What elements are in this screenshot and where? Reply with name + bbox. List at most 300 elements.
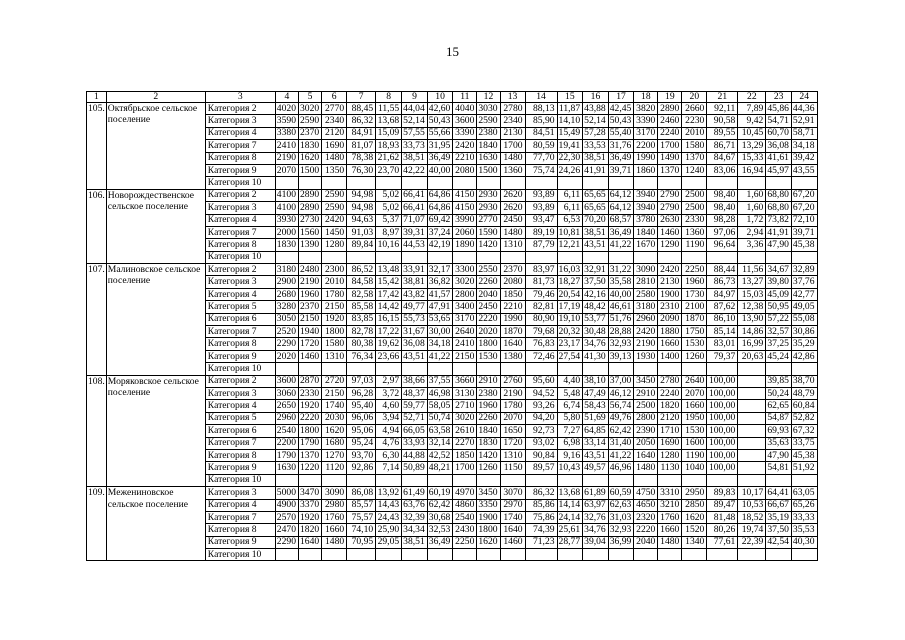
value-cell: 2,94 <box>738 226 766 238</box>
value-cell: 3370 <box>298 499 321 511</box>
value-cell: 2680 <box>275 288 298 300</box>
value-cell: 75,74 <box>525 164 557 176</box>
table-row <box>87 103 818 115</box>
header-cell: 11 <box>453 92 477 103</box>
value-cell: 3070 <box>500 487 525 499</box>
value-cell <box>766 251 792 263</box>
value-cell: 79,46 <box>525 288 557 300</box>
value-cell: 93,02 <box>525 437 557 449</box>
value-cell: 33,33 <box>791 511 817 523</box>
value-cell: 1370 <box>682 152 707 164</box>
value-cell: 1800 <box>477 524 500 536</box>
value-cell: 1560 <box>298 226 321 238</box>
value-cell: 87,79 <box>525 239 557 251</box>
value-cell: 13,68 <box>376 115 402 127</box>
value-cell: 80,38 <box>347 338 376 350</box>
value-cell: 1780 <box>500 400 525 412</box>
value-cell: 3180 <box>634 301 658 313</box>
value-cell: 73,82 <box>766 214 792 226</box>
value-cell: 60,84 <box>791 400 817 412</box>
value-cell: 49,57 <box>583 462 609 474</box>
value-cell <box>738 363 766 375</box>
value-cell: 2930 <box>477 189 500 201</box>
value-cell: 23,66 <box>376 350 402 362</box>
header-cell: 10 <box>427 92 453 103</box>
value-cell: 8,97 <box>376 226 402 238</box>
value-cell <box>402 549 428 561</box>
value-cell: 3660 <box>453 375 477 387</box>
value-cell: 88,13 <box>525 103 557 115</box>
value-cell: 39,85 <box>766 375 792 387</box>
value-cell: 3450 <box>634 375 658 387</box>
value-cell <box>275 474 298 486</box>
value-cell <box>298 474 321 486</box>
value-cell: 2890 <box>298 202 321 214</box>
value-cell: 1820 <box>658 400 682 412</box>
value-cell: 10,81 <box>557 226 583 238</box>
value-cell: 2090 <box>658 313 682 325</box>
value-cell: 20,63 <box>738 350 766 362</box>
value-cell: 54,71 <box>766 115 792 127</box>
value-cell: 64,86 <box>427 189 453 201</box>
value-cell: 16,99 <box>738 338 766 350</box>
header-cell: 17 <box>608 92 634 103</box>
value-cell: 75,57 <box>347 511 376 523</box>
value-cell: 1860 <box>634 164 658 176</box>
value-cell: 22,30 <box>557 152 583 164</box>
value-cell: 83,85 <box>347 313 376 325</box>
value-cell: 37,50 <box>766 524 792 536</box>
value-cell: 4150 <box>453 202 477 214</box>
value-cell <box>427 177 453 189</box>
value-cell: 18,52 <box>738 511 766 523</box>
value-cell: 2970 <box>500 499 525 511</box>
value-cell: 1480 <box>658 536 682 548</box>
value-cell: 46,98 <box>427 387 453 399</box>
value-cell: 77,70 <box>525 152 557 164</box>
value-cell: 82,58 <box>347 288 376 300</box>
value-cell: 68,80 <box>766 189 792 201</box>
value-cell: 49,05 <box>791 301 817 313</box>
value-cell <box>707 177 738 189</box>
value-cell: 41,61 <box>766 152 792 164</box>
value-cell: 1630 <box>275 462 298 474</box>
value-cell: 1260 <box>477 462 500 474</box>
value-cell: 45,09 <box>766 288 792 300</box>
value-cell: 47,90 <box>766 239 792 251</box>
value-cell: 10,45 <box>738 127 766 139</box>
value-cell <box>583 474 609 486</box>
value-cell: 89,19 <box>525 226 557 238</box>
value-cell: 11,87 <box>557 103 583 115</box>
category-cell: Категория 7 <box>205 511 275 523</box>
value-cell: 1600 <box>682 437 707 449</box>
value-cell: 1450 <box>322 226 347 238</box>
value-cell: 1500 <box>477 164 500 176</box>
value-cell: 1800 <box>477 338 500 350</box>
value-cell: 51,76 <box>608 313 634 325</box>
value-cell <box>347 251 376 263</box>
value-cell <box>275 549 298 561</box>
table-row <box>87 375 818 387</box>
value-cell: 4,40 <box>557 375 583 387</box>
value-cell: 83,06 <box>707 164 738 176</box>
value-cell: 1460 <box>500 536 525 548</box>
value-cell: 32,93 <box>608 338 634 350</box>
value-cell <box>427 549 453 561</box>
value-cell: 2800 <box>453 288 477 300</box>
value-cell: 53,77 <box>583 313 609 325</box>
value-cell: 65,65 <box>583 202 609 214</box>
value-cell: 1310 <box>500 239 525 251</box>
value-cell: 67,20 <box>791 189 817 201</box>
value-cell: 1240 <box>682 164 707 176</box>
value-cell: 2240 <box>658 127 682 139</box>
value-cell: 1580 <box>682 140 707 152</box>
value-cell: 52,14 <box>583 115 609 127</box>
value-cell: 37,25 <box>766 338 792 350</box>
value-cell: 1850 <box>453 449 477 461</box>
value-cell: 12,21 <box>557 239 583 251</box>
value-cell: 10,53 <box>738 499 766 511</box>
value-cell: 41,91 <box>583 164 609 176</box>
value-cell: 80,59 <box>525 140 557 152</box>
value-cell: 2910 <box>634 387 658 399</box>
value-cell: 32,17 <box>427 264 453 276</box>
value-cell: 31,03 <box>608 511 634 523</box>
value-cell: 32,39 <box>402 511 428 523</box>
value-cell: 75,86 <box>525 511 557 523</box>
value-cell: 39,71 <box>608 164 634 176</box>
value-cell: 1500 <box>298 164 321 176</box>
value-cell: 51,69 <box>583 412 609 424</box>
value-cell <box>707 251 738 263</box>
value-cell: 58,05 <box>427 400 453 412</box>
value-cell <box>583 549 609 561</box>
settlement-name: Малиновское сельское поселение <box>106 264 205 376</box>
value-cell <box>275 363 298 375</box>
value-cell <box>500 474 525 486</box>
value-cell: 2540 <box>275 425 298 437</box>
value-cell: 69,93 <box>766 425 792 437</box>
value-cell: 48,37 <box>402 387 428 399</box>
value-cell: 60,59 <box>608 487 634 499</box>
value-cell: 1990 <box>634 152 658 164</box>
value-cell: 38,51 <box>583 226 609 238</box>
value-cell: 2780 <box>658 375 682 387</box>
value-cell: 59,77 <box>402 400 428 412</box>
value-cell: 9,42 <box>738 115 766 127</box>
value-cell: 3470 <box>298 487 321 499</box>
value-cell: 25,90 <box>376 524 402 536</box>
value-cell: 3050 <box>275 313 298 325</box>
value-cell: 79,68 <box>525 326 557 338</box>
value-cell: 98,28 <box>707 214 738 226</box>
value-cell: 1190 <box>682 449 707 461</box>
value-cell: 64,12 <box>608 189 634 201</box>
header-cell: 12 <box>477 92 500 103</box>
value-cell: 15,03 <box>738 288 766 300</box>
value-cell: 50,43 <box>608 115 634 127</box>
value-cell <box>525 549 557 561</box>
value-cell: 34,18 <box>791 140 817 152</box>
value-cell: 3,94 <box>376 412 402 424</box>
value-cell: 2890 <box>658 103 682 115</box>
value-cell: 64,86 <box>427 202 453 214</box>
value-cell: 2450 <box>477 301 500 313</box>
value-cell: 3450 <box>477 487 500 499</box>
value-cell: 2640 <box>682 375 707 387</box>
value-cell: 3,36 <box>738 239 766 251</box>
category-cell: Категория 2 <box>205 189 275 201</box>
category-cell: Категория 2 <box>205 103 275 115</box>
value-cell: 92,86 <box>347 462 376 474</box>
value-cell <box>766 474 792 486</box>
value-cell: 2370 <box>298 127 321 139</box>
value-cell: 93,89 <box>525 189 557 201</box>
value-cell: 90,58 <box>707 115 738 127</box>
value-cell: 42,52 <box>427 449 453 461</box>
value-cell: 2590 <box>298 115 321 127</box>
value-cell: 18,93 <box>376 140 402 152</box>
value-cell: 1710 <box>658 425 682 437</box>
value-cell: 31,40 <box>608 437 634 449</box>
value-cell <box>322 251 347 263</box>
value-cell: 2390 <box>634 425 658 437</box>
value-cell: 50,43 <box>427 115 453 127</box>
value-cell: 2300 <box>322 264 347 276</box>
value-cell: 2150 <box>298 313 321 325</box>
value-cell: 1530 <box>682 425 707 437</box>
value-cell: 3600 <box>453 115 477 127</box>
value-cell: 32,57 <box>766 326 792 338</box>
value-cell: 4970 <box>453 487 477 499</box>
value-cell: 1130 <box>658 462 682 474</box>
category-cell: Категория 4 <box>205 127 275 139</box>
value-cell: 39,42 <box>791 152 817 164</box>
value-cell: 37,50 <box>583 276 609 288</box>
value-cell: 63,05 <box>791 487 817 499</box>
value-cell: 36,49 <box>608 226 634 238</box>
value-cell: 68,80 <box>766 202 792 214</box>
value-cell: 1280 <box>322 239 347 251</box>
value-cell: 31,76 <box>608 140 634 152</box>
value-cell: 30,68 <box>427 511 453 523</box>
value-cell <box>477 549 500 561</box>
value-cell: 1280 <box>658 449 682 461</box>
value-cell <box>500 549 525 561</box>
value-cell: 35,63 <box>766 437 792 449</box>
value-cell: 6,74 <box>557 400 583 412</box>
table-row <box>87 264 818 276</box>
value-cell: 78,38 <box>347 152 376 164</box>
value-cell: 2960 <box>275 412 298 424</box>
value-cell: 100,00 <box>707 437 738 449</box>
value-cell <box>658 251 682 263</box>
value-cell: 37,00 <box>608 375 634 387</box>
value-cell: 2370 <box>298 301 321 313</box>
value-cell: 100,00 <box>707 400 738 412</box>
value-cell <box>634 549 658 561</box>
value-cell <box>427 474 453 486</box>
value-cell <box>707 474 738 486</box>
value-cell: 63,76 <box>402 499 428 511</box>
value-cell: 48,42 <box>583 301 609 313</box>
value-cell: 2040 <box>634 536 658 548</box>
value-cell <box>583 251 609 263</box>
value-cell: 1,60 <box>738 202 766 214</box>
value-cell: 1150 <box>500 462 525 474</box>
value-cell <box>791 177 817 189</box>
value-cell: 14,14 <box>557 499 583 511</box>
value-cell <box>477 474 500 486</box>
category-cell: Категория 3 <box>205 115 275 127</box>
table-row <box>87 487 818 499</box>
value-cell: 3090 <box>634 264 658 276</box>
value-cell <box>738 462 766 474</box>
value-cell: 85,58 <box>347 301 376 313</box>
value-cell: 95,24 <box>347 437 376 449</box>
value-cell: 1930 <box>634 350 658 362</box>
value-cell: 3930 <box>275 214 298 226</box>
value-cell: 86,71 <box>707 140 738 152</box>
value-cell: 17,22 <box>376 326 402 338</box>
value-cell <box>453 363 477 375</box>
header-cell: 22 <box>738 92 766 103</box>
value-cell <box>608 177 634 189</box>
value-cell: 1480 <box>634 462 658 474</box>
value-cell: 50,89 <box>402 462 428 474</box>
category-cell: Категория 7 <box>205 140 275 152</box>
value-cell: 82,81 <box>525 301 557 313</box>
value-cell: 1800 <box>298 425 321 437</box>
value-cell: 93,89 <box>525 202 557 214</box>
value-cell: 52,14 <box>402 115 428 127</box>
value-cell: 88,45 <box>347 103 376 115</box>
value-cell: 19,10 <box>557 313 583 325</box>
value-cell: 42,60 <box>427 103 453 115</box>
value-cell <box>634 474 658 486</box>
value-cell: 2960 <box>634 313 658 325</box>
value-cell: 2420 <box>322 214 347 226</box>
value-cell: 64,85 <box>583 425 609 437</box>
value-cell: 57,22 <box>766 313 792 325</box>
value-cell: 2220 <box>298 412 321 424</box>
category-cell: Категория 10 <box>205 177 275 189</box>
value-cell: 7,27 <box>557 425 583 437</box>
value-cell: 24,26 <box>557 164 583 176</box>
value-cell: 50,24 <box>766 387 792 399</box>
value-cell: 36,08 <box>766 140 792 152</box>
value-cell: 70,20 <box>583 214 609 226</box>
row-number: 107. <box>87 264 107 376</box>
value-cell: 17,42 <box>376 288 402 300</box>
value-cell: 4150 <box>453 189 477 201</box>
category-cell: Категория 10 <box>205 251 275 263</box>
value-cell: 1190 <box>682 239 707 251</box>
header-cell: 13 <box>500 92 525 103</box>
value-cell: 22,39 <box>738 536 766 548</box>
value-cell: 1740 <box>322 400 347 412</box>
settlement-name: Октябрьское сельское поселение <box>106 103 205 190</box>
value-cell: 1,72 <box>738 214 766 226</box>
category-cell: Категория 10 <box>205 363 275 375</box>
value-cell: 2950 <box>682 487 707 499</box>
value-cell: 10,16 <box>376 239 402 251</box>
value-cell: 2070 <box>682 387 707 399</box>
value-cell: 13,27 <box>738 276 766 288</box>
value-cell: 2630 <box>658 214 682 226</box>
value-cell: 2070 <box>275 164 298 176</box>
value-cell: 1370 <box>298 449 321 461</box>
value-cell <box>738 251 766 263</box>
value-cell <box>583 177 609 189</box>
header-cell: 14 <box>525 92 557 103</box>
value-cell: 84,58 <box>347 276 376 288</box>
settlement-name: Межениновское сельское поселение <box>106 487 205 561</box>
value-cell: 1960 <box>298 288 321 300</box>
value-cell: 2120 <box>658 412 682 424</box>
category-cell: Категория 8 <box>205 239 275 251</box>
value-cell: 65,65 <box>583 189 609 201</box>
value-cell: 84,97 <box>707 288 738 300</box>
value-cell <box>427 363 453 375</box>
value-cell <box>738 400 766 412</box>
value-cell: 2610 <box>453 425 477 437</box>
value-cell: 2210 <box>500 301 525 313</box>
value-cell: 1670 <box>634 239 658 251</box>
value-cell: 67,20 <box>791 202 817 214</box>
value-cell <box>477 363 500 375</box>
value-cell: 30,86 <box>791 326 817 338</box>
value-cell: 13,48 <box>376 264 402 276</box>
value-cell: 3130 <box>453 387 477 399</box>
value-cell: 2520 <box>275 326 298 338</box>
value-cell: 72,46 <box>525 350 557 362</box>
row-number: 108. <box>87 375 107 487</box>
value-cell <box>453 177 477 189</box>
value-cell: 24,43 <box>376 511 402 523</box>
value-cell: 36,49 <box>427 536 453 548</box>
value-cell: 88,44 <box>707 264 738 276</box>
value-cell: 10,43 <box>557 462 583 474</box>
value-cell <box>376 474 402 486</box>
value-cell: 2020 <box>275 350 298 362</box>
value-cell: 3020 <box>453 412 477 424</box>
value-cell: 1640 <box>500 524 525 536</box>
value-cell: 1360 <box>500 164 525 176</box>
value-cell: 4100 <box>275 202 298 214</box>
value-cell: 86,32 <box>525 487 557 499</box>
value-cell <box>738 449 766 461</box>
value-cell: 1990 <box>500 313 525 325</box>
value-cell: 42,22 <box>402 164 428 176</box>
value-cell: 4020 <box>275 103 298 115</box>
value-cell: 1260 <box>682 350 707 362</box>
value-cell: 1700 <box>500 140 525 152</box>
value-cell: 33,73 <box>402 140 428 152</box>
category-cell: Категория 6 <box>205 313 275 325</box>
value-cell: 43,51 <box>583 239 609 251</box>
value-cell: 2010 <box>322 276 347 288</box>
value-cell: 13,92 <box>376 487 402 499</box>
value-cell: 76,30 <box>347 164 376 176</box>
value-cell: 45,38 <box>791 239 817 251</box>
value-cell: 2850 <box>682 499 707 511</box>
value-cell: 15,33 <box>738 152 766 164</box>
value-cell: 1480 <box>500 152 525 164</box>
value-cell: 2720 <box>322 375 347 387</box>
